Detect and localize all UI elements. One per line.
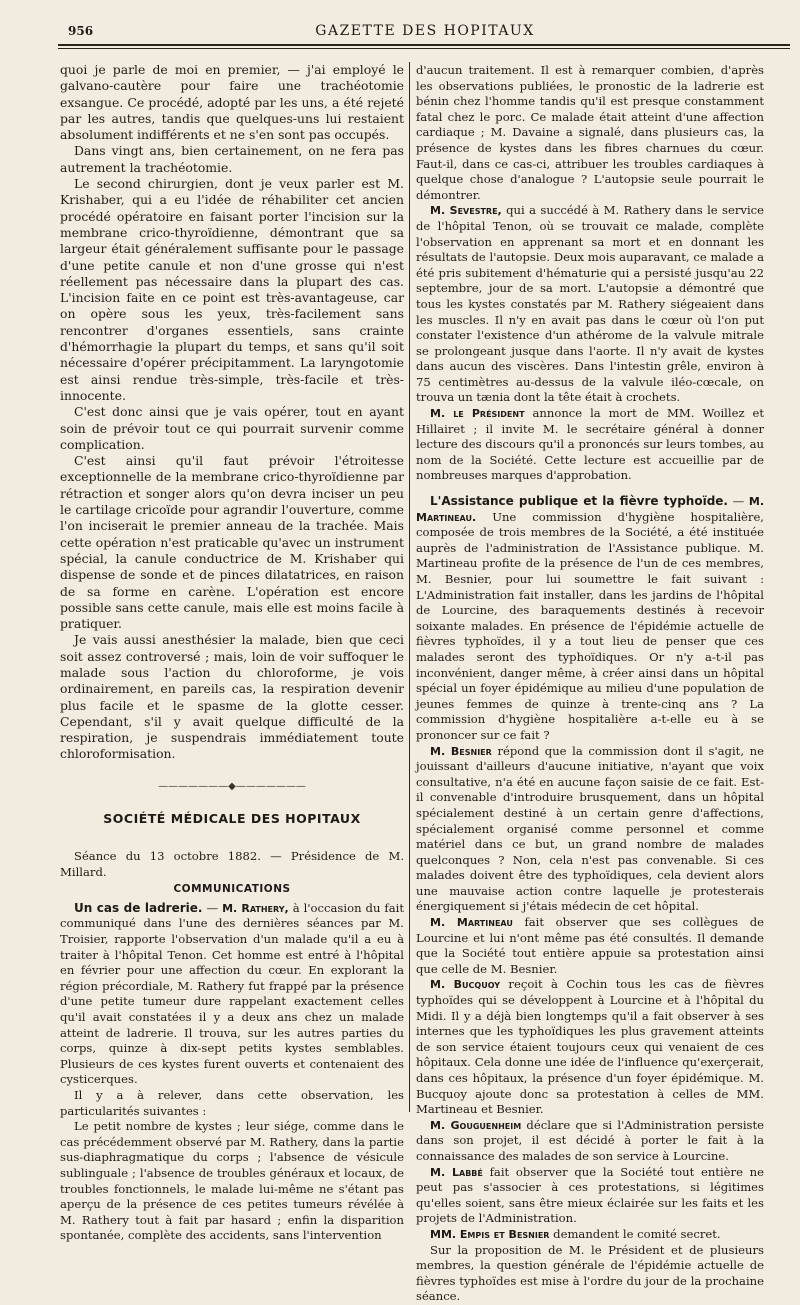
speaker-name: M. Rathery, bbox=[222, 901, 289, 915]
paragraph: Le petit nombre de kystes ; leur siége, comme dans le cas précédemment observé par M. Rathery, dans la partie sus-diaphragmatique du corps ; l'absence de vésicule sublinguale ; l'absence de troubles généraux et locaux, de troubles fonctionnels, le malade lui-même ne s'étant pas aperçu de la présence de ces petites tumeurs révélée à M. Rathery tout à fait par hasard ; enfin la disparition spontanée, complète des accidents, sans l'intervention bbox=[60, 1119, 404, 1243]
paragraph: d'aucun traitement. Il est à remarquer combien, d'après les observations publiées, le pronostic de la ladrerie est bénin chez l'homme tandis qu'il est presque constamment fatal chez le porc. Ce malade était atteint d'une affection cardiaque ; M. Davaine a signalé, dans plusieurs cas, la présence de kystes dans les fibres charnues du cœur. Faut-il, dans ce cas-ci, attribuer les troubles cardiaques à quelque chose d'analogue ? L'autopsie seule pourrait le démontrer. bbox=[416, 63, 764, 202]
president-paragraph bbox=[416, 406, 764, 484]
communications-heading: COMMUNICATIONS bbox=[173, 882, 291, 895]
paragraph-text: répond que la commission dont il s'agit, ne jouissant d'ailleurs d'aucune initiative, n'ayant que voix consultative, n'a été en aucune façon saisie de ce fait. Est-il convenable d'introduire brusquement, dans un hôpital spécialement destiné à un certain genre d'affections, spécialement organisé comme personnel et comme matériel dans ce but, un grand nombre de malades quelconques ? Non, cela n'est pas convenable. Si ces malades doivent être des typhoïdiques, cela devient alors une mauvaise action contre laquelle je protesterais énergiquement si j'étais médecin de cet hôpital. bbox=[416, 743, 764, 914]
speaker-name: M. Bucquoy bbox=[430, 978, 501, 992]
speaker-name: M. le Président bbox=[430, 407, 525, 421]
paragraph-text: fait observer que la Société tout entière ne peut pas s'associer à ces protestations, si légitimes qu'elles soient, sans être mieux éclairée sur les faits et les projets de l'Administration. bbox=[416, 1164, 764, 1226]
speaker-name: M. Labbé bbox=[430, 1165, 483, 1179]
left-column bbox=[60, 62, 404, 1244]
paragraph-text: fait observer que ses collègues de Lourcine et lui n'ont même pas été consultés. Il demande que la Société tout entière appuie sa protestation ainsi que celle de M. Besnier. bbox=[416, 915, 765, 976]
article-title: Un cas de ladrerie. bbox=[74, 900, 203, 915]
paragraph: C'est ainsi qu'il faut prévoir l'étroitesse exceptionnelle de la membrane crico-thyroïdienne par rétraction et songer alors qu'on devra inciser un peu le cartilage cricoïde pour agrandir l'ouverture, comme l'on inciserait le premier anneau de la trachée. Mais cette opération n'est praticable qu'avec un instrument spécial, la canule conductrice de M. Krishaber qui dispense de sonde et de pinces dilatatrices, en raison de sa forme en carène. L'opération est encore possible sans cette canule, mais elle est moins facile à pratiquer. bbox=[60, 453, 404, 632]
paragraph: Je vais aussi anesthésier la malade, bien que ceci soit assez controversé ; mais, loin de voir suffoquer le malade sous l'action du chloroforme, je vois ordinairement, en pareils cas, la respiration devenir plus facile et le spasme de la glotte cesser. Cependant, s'il y avait quelque difficulté de la respiration, je suspendrais immédiatement toute chloroformisation. bbox=[60, 632, 404, 762]
section-title: SOCIÉTÉ MÉDICALE DES HOPITAUX bbox=[103, 811, 361, 827]
header-rule-thin bbox=[58, 48, 790, 49]
speaker-name: M. Martineau. bbox=[416, 495, 764, 524]
seance-line: Séance du 13 octobre 1882. — Présidence de M. Millard. bbox=[60, 849, 404, 879]
paragraph-text: reçoit à Cochin tous les cas de fièvres typhoïdes qui se développent à Lourcine et à l'hôpital du Midi. Il y a déjà bien longtemps qu'il a fait observer à ses internes que les typhoïdiques les plus gravement atteints de son service étaient toujours ceux qui venaient de ces hôpitaux. Cela donne une idée de l'influence qu'exerçerait, dans ces hôpitaux, la présence d'un foyer épidémique. M. Bucquoy ajoute donc sa protestation à celles de MM. Martineau et Besnier. bbox=[416, 977, 765, 1117]
article-title: L'Assistance publique et la fièvre typhoïde. bbox=[430, 494, 728, 509]
speaker-name: MM. Empis et Besnier bbox=[430, 1227, 550, 1241]
paragraph: quoi je parle de moi en premier, — j'ai employé le galvano-cautère pour faire une trachéotomie exsangue. Ce procédé, adopté par les uns, a été rejeté par les autres, tandis que quelques-uns lui restaient absolument indifférents et ne s'en sont pas occupés. bbox=[60, 62, 404, 143]
paragraph: Dans vingt ans, bien certainement, on ne fera pas autrement la trachéotomie. bbox=[60, 143, 404, 175]
section-ornament: ———————◆——————— bbox=[158, 780, 306, 792]
paragraph-text: Une commission d'hygiène hospitalière, composée de trois membres de la Société, a été instituée auprès de l'administration de l'Assistance publique. M. Martineau profite de la présence de l'un de ces membres, M. Besnier, pour lui soumettre le fait suivant : L'Administration fait installer, dans les jardins de l'hôpital de Lourcine, des baraquements destinés à recevoir soixante malades. En présence de l'épidémie actuelle de fièvres typhoïdes, il y a tout lieu de penser que ces malades seront des typhoïdiques. Or n'y a-t-il pas inconvénient, danger même, à créer ainsi dans un hôpital spécial un foyer épidémique au milieu d'une population de jeunes femmes de quinze à trente-cinq ans ? La commission d'hygiène hospitalière a-t-elle eu à se prononcer sur ce fait ? bbox=[416, 509, 764, 742]
header-rule-thick bbox=[58, 44, 790, 46]
spacer bbox=[416, 484, 764, 494]
paragraph: C'est donc ainsi que je vais opérer, tout en ayant soin de prévoir tout ce qui pourrait survenir comme complication. bbox=[60, 404, 404, 452]
empis-paragraph bbox=[416, 1227, 764, 1243]
speaker-name: M. Martineau bbox=[430, 916, 513, 930]
page-number: 956 bbox=[68, 24, 94, 38]
paragraph-text: qui a succédé à M. Rathery dans le service de l'hôpital Tenon, où se trouvait ce malade, complète l'observation en apprenant sa mort et en donnant les résultats de l'autopsie. Deux mois auparavant, ce malade a été pris subitement d'hématurie qui a persisté jusqu'au 22 septembre, jour de sa mort. L'autopsie a démontré que tous les kystes constatés par M. Rathery siégeaient dans les muscles. Il n'y en avait pas dans le cœur où l'on put constater l'existence d'un athérome de la valvule mitrale se prolongeant jusque dans l'aorte. Il n'y avait de kystes dans aucun des viscères. Dans l'intestin grêle, environ à 75 centimètres au-dessus de la valvule iléo-cœcale, on trouva un tænia dont la tête était à crochets. bbox=[416, 203, 765, 405]
paragraph-text: à l'occasion du fait communiqué dans l'une des dernières séances par M. Troisier, rapporte l'observation d'un malade qu'il a eu à traiter à l'hôpital Tenon. Cet homme est entré à l'hôpital en février pour une affection du cœur. En explorant la région précordiale, M. Rathery fut frappé par la présence d'une petite tumeur dure rappelant exactement celles qu'il avait constatées il y a deux ans chez un malade atteint de ladrerie. Il trouva, sur les autres parties du corps, quinze à dix-sept petits kystes semblables. Plusieurs de ces kystes furent ouverts et contenaient des cysticerques. bbox=[60, 900, 405, 1087]
bucquoy-paragraph bbox=[416, 977, 764, 1117]
column-divider bbox=[409, 62, 410, 1112]
speaker-name: M. Gouguenheim bbox=[430, 1118, 522, 1132]
martineau-paragraph bbox=[416, 915, 764, 977]
assistance-paragraph: L'Assistance publique et la fièvre typhoïde. — M. Martineau. Une commission d'hygiène hospitalière, composée de trois membres de la Société, a été instituée auprès de l'administration de l'Assistance publique. M. Martineau profite de la présence de l'un de ces membres, M. Besnier, pour lui soumettre le fait suivant : L'Administration fait installer, dans les jardins de l'hôpital de Lourcine, des baraquements destinés à recevoir soixante malades. En présence de l'épidémie actuelle de fièvres typhoïdes, il y a tout lieu de penser que ces malades seront des typhoïdiques. Or n'y a-t-il pas inconvénient, danger même, à créer ainsi dans un hôpital spécial un foyer épidémique au milieu d'une population de jeunes femmes de quinze à trente-cinq ans ? La commission d'hygiène hospitalière a-t-elle eu à se prononcer sur ce fait ? bbox=[416, 494, 764, 742]
paragraph: Il y a à relever, dans cette observation, les particularités suivantes : bbox=[60, 1087, 404, 1118]
page-header bbox=[60, 22, 790, 42]
journal-title: GAZETTE DES HOPITAUX bbox=[315, 23, 535, 39]
right-column bbox=[416, 63, 764, 1305]
paragraph-text: annonce la mort de MM. Woillez et Hillairet ; il invite M. le secrétaire général à donner lecture des discours qu'il a prononcés sur leurs tombes, au nom de la Société. Cette lecture est accueillie par de nombreuses marques d'approbation. bbox=[416, 406, 765, 483]
final-paragraph: Sur la proposition de M. le Président et de plusieurs membres, la question générale de l'épidémie actuelle de fièvres typhoïdes est mise à l'ordre du jour de la prochaine séance. bbox=[416, 1242, 764, 1304]
labbe-paragraph bbox=[416, 1165, 764, 1227]
speaker-name: M. Sevestre, bbox=[430, 204, 502, 218]
paragraph: Le second chirurgien, dont je veux parler est M. Krishaber, qui a eu l'idée de réhabiliter cet ancien procédé opératoire en faisant porter l'incision sur la membrane crico-thyroïdienne, démontrant que sa largeur était généralement suffisante pour le passage d'une petite canule et non d'une grosse qui n'est réellement pas nécessaire dans la plupart des cas. L'incision faite en ce point est très-avantageuse, car on opère sous les yeux, très-facilement sans rencontrer d'organes essentiels, sans crainte d'hémorrhagie la plupart du temps, et sans qu'il soit nécessaire d'opérer précipitamment. La laryngotomie est ainsi rendue très-simple, très-facile et très-innocente. bbox=[60, 176, 404, 403]
besnier-paragraph bbox=[416, 744, 764, 916]
paragraph-text: demandent le comité secret. bbox=[553, 1226, 721, 1241]
speaker-name: M. Besnier bbox=[430, 744, 492, 758]
gouguenheim-paragraph bbox=[416, 1118, 764, 1165]
sevestre-paragraph bbox=[416, 203, 764, 406]
ladrerie-paragraph: Un cas de ladrerie. — M. Rathery, à l'occasion du fait communiqué dans l'une des dernières séances par M. Troisier, rapporte l'observation d'un malade qu'il a eu à traiter à l'hôpital Tenon. Cet homme est entré à l'hôpital en février pour une affection du cœur. En explorant la région précordiale, M. Rathery fut frappé par la présence d'une petite tumeur dure rappelant exactement celles qu'il avait constatées il y a deux ans chez un malade atteint de ladrerie. Il trouva, sur les autres parties du corps, quinze à dix-sept petits kystes semblables. Plusieurs de ces kystes furent ouverts et contenaient des cysticerques. bbox=[60, 900, 405, 1087]
paragraph-text: déclare que si l'Administration persiste dans son projet, il est décidé à porter le fait à la connaissance des malades de son service à Lourcine. bbox=[416, 1117, 765, 1163]
